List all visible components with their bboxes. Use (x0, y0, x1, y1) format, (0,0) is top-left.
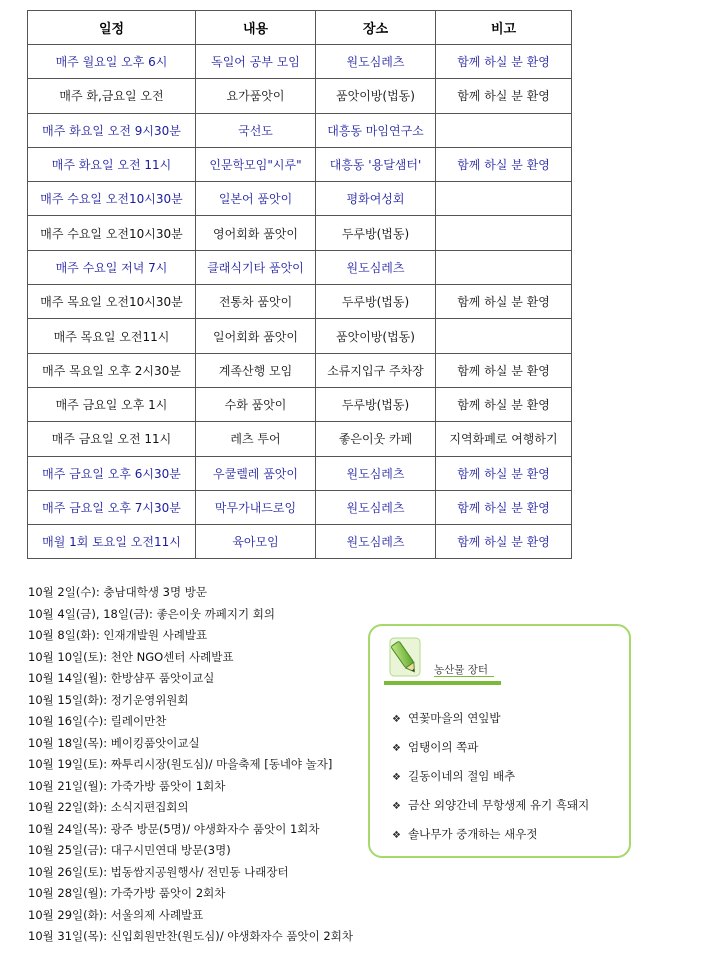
event-item: 10월 26일(토): 법동쌈지공원행사/ 전민동 나래장터 (28, 864, 289, 879)
table-row (28, 456, 572, 490)
market-item-label: 엄탱이의 쪽파 (408, 740, 479, 754)
table-row (28, 45, 572, 79)
schedule-cell: 매주 금요일 오전 11시 (28, 422, 196, 456)
pencil-icon (388, 636, 424, 680)
place-cell: 원도심레츠 (316, 490, 436, 524)
schedule-cell: 매월 1회 토요일 오전11시 (28, 525, 196, 559)
bullet-icon: ❖ (392, 772, 401, 783)
column-header: 내용 (196, 11, 316, 45)
schedule-cell: 매주 수요일 오전10시30분 (28, 182, 196, 216)
note-cell (436, 182, 572, 216)
market-item-label: 연꽃마을의 연잎밥 (408, 711, 501, 725)
table-row (28, 79, 572, 113)
place-cell: 두루방(법동) (316, 387, 436, 421)
event-item: 10월 22일(화): 소식지편집회의 (28, 800, 189, 814)
place-cell: 원도심레츠 (316, 456, 436, 490)
note-cell: 함께 하실 분 환영 (436, 387, 572, 421)
table-row (28, 422, 572, 456)
note-cell: 함께 하실 분 환영 (436, 353, 572, 387)
note-cell (436, 319, 572, 353)
column-header: 비고 (436, 11, 572, 45)
content-cell: 계족산행 모임 (196, 353, 316, 387)
event-item: 10월 24일(목): 광주 방문(5명)/ 야생화자수 품앗이 1회차 (28, 821, 320, 836)
note-cell: 함께 하실 분 환영 (436, 45, 572, 79)
place-cell: 평화여성회 (316, 182, 436, 216)
market-header (376, 632, 496, 682)
event-item: 10월 31일(목): 신입회원만찬(원도심)/ 야생화자수 품앗이 2회차 (28, 929, 353, 943)
place-cell: 원도심레츠 (316, 250, 436, 284)
market-item (392, 820, 589, 849)
column-header: 일정 (28, 11, 196, 45)
content-cell: 레츠 투어 (196, 422, 316, 456)
schedule-cell: 매주 목요일 오전11시 (28, 319, 196, 353)
content-cell: 수화 품앗이 (196, 387, 316, 421)
column-header: 장소 (316, 11, 436, 45)
event-item: 10월 21일(월): 가죽가방 품앗이 1회차 (28, 778, 226, 793)
event-item: 10월 18일(목): 베이킹품앗이교실 (28, 735, 200, 750)
content-cell: 일본어 품앗이 (196, 182, 316, 216)
event-item: 10월 29일(화): 서울의제 사례발표 (28, 907, 204, 922)
bullet-icon: ❖ (392, 830, 401, 841)
market-item-label: 길동이네의 절임 배추 (408, 769, 516, 783)
event-item: 10월 2일(수): 충남대학생 3명 방문 (28, 585, 207, 599)
event-list (28, 582, 373, 948)
bullet-icon: ❖ (392, 714, 401, 725)
place-cell: 좋은이웃 카페 (316, 422, 436, 456)
event-item: 10월 14일(월): 한방샴푸 품앗이교실 (28, 671, 215, 685)
market-items (392, 704, 589, 849)
note-cell (436, 113, 572, 147)
table-row (28, 216, 572, 250)
content-cell: 요가품앗이 (196, 79, 316, 113)
event-item: 10월 4일(금), 18일(금): 좋은이웃 까페지기 회의 (28, 606, 275, 621)
header-divider (384, 681, 501, 685)
schedule-cell: 매주 목요일 오후 2시30분 (28, 353, 196, 387)
schedule-cell: 매주 수요일 저녁 7시 (28, 250, 196, 284)
schedule-cell: 매주 화요일 오전 11시 (28, 147, 196, 181)
place-cell: 두루방(법동) (316, 285, 436, 319)
note-cell: 함께 하실 분 환영 (436, 285, 572, 319)
content-cell: 육아모임 (196, 525, 316, 559)
content-cell: 일어회화 품앗이 (196, 319, 316, 353)
market-item (392, 791, 589, 820)
market-item (392, 762, 589, 791)
note-cell (436, 216, 572, 250)
note-cell (436, 250, 572, 284)
schedule-table (27, 10, 572, 559)
table-row (28, 113, 572, 147)
market-box (368, 624, 631, 858)
table-row (28, 182, 572, 216)
table-row (28, 250, 572, 284)
place-cell: 소류지입구 주차장 (316, 353, 436, 387)
event-item: 10월 8일(화): 인재개발원 사례발표 (28, 628, 208, 642)
content-cell: 전통차 품앗이 (196, 285, 316, 319)
bullet-icon: ❖ (392, 743, 401, 754)
table-row (28, 387, 572, 421)
table-row (28, 353, 572, 387)
schedule-cell: 매주 목요일 오전10시30분 (28, 285, 196, 319)
schedule-cell: 매주 수요일 오전10시30분 (28, 216, 196, 250)
event-item: 10월 28일(월): 가죽가방 품앗이 2회차 (28, 886, 226, 900)
table-header-row (28, 11, 572, 45)
table-row (28, 285, 572, 319)
table-row (28, 525, 572, 559)
event-item: 10월 16일(수): 릴레이만찬 (28, 714, 167, 728)
note-cell: 함께 하실 분 환영 (436, 525, 572, 559)
content-cell: 우쿨렐레 품앗이 (196, 456, 316, 490)
note-cell: 함께 하실 분 환영 (436, 79, 572, 113)
event-item: 10월 25일(금): 대구시민연대 방문(3명) (28, 843, 231, 857)
note-cell: 함께 하실 분 환영 (436, 490, 572, 524)
content-cell: 독일어 공부 모임 (196, 45, 316, 79)
place-cell: 대흥동 '용달샘터' (316, 147, 436, 181)
content-cell: 막무가내드로잉 (196, 490, 316, 524)
content-cell: 클래식기타 품앗이 (196, 250, 316, 284)
market-item-label: 솔나무가 중개하는 새우젓 (408, 827, 538, 841)
market-title: 농산물 장터 (434, 664, 489, 676)
content-cell: 인문학모임"시루" (196, 147, 316, 181)
schedule-cell: 매주 월요일 오후 6시 (28, 45, 196, 79)
note-cell: 함께 하실 분 환영 (436, 147, 572, 181)
place-cell: 품앗이방(법동) (316, 319, 436, 353)
place-cell: 원도심레츠 (316, 45, 436, 79)
note-cell: 함께 하실 분 환영 (436, 456, 572, 490)
bullet-icon: ❖ (392, 801, 401, 812)
place-cell: 원도심레츠 (316, 525, 436, 559)
event-item: 10월 10일(토): 천안 NGO센터 사례발표 (28, 649, 234, 664)
schedule-cell: 매주 금요일 오후 6시30분 (28, 456, 196, 490)
place-cell: 대흥동 마임연구소 (316, 113, 436, 147)
market-item-label: 금산 외양간네 무항생제 유기 흑돼지 (408, 798, 590, 812)
schedule-cell: 매주 금요일 오후 1시 (28, 387, 196, 421)
market-item (392, 733, 589, 762)
place-cell: 두루방(법동) (316, 216, 436, 250)
event-item: 10월 15일(화): 정기운영위원회 (28, 692, 189, 707)
table-row (28, 490, 572, 524)
schedule-cell: 매주 화요일 오전 9시30분 (28, 113, 196, 147)
title-underline (434, 676, 494, 677)
schedule-cell: 매주 금요일 오후 7시30분 (28, 490, 196, 524)
market-item (392, 704, 589, 733)
content-cell: 영어회화 품앗이 (196, 216, 316, 250)
table-row (28, 319, 572, 353)
schedule-cell: 매주 화,금요일 오전 (28, 79, 196, 113)
table-row (28, 147, 572, 181)
event-item: 10월 19일(토): 짜투리시장(원도심)/ 마을축제 [동네야 놀자] (28, 757, 333, 771)
place-cell: 품앗이방(법동) (316, 79, 436, 113)
note-cell: 지역화폐로 여행하기 (436, 422, 572, 456)
content-cell: 국선도 (196, 113, 316, 147)
